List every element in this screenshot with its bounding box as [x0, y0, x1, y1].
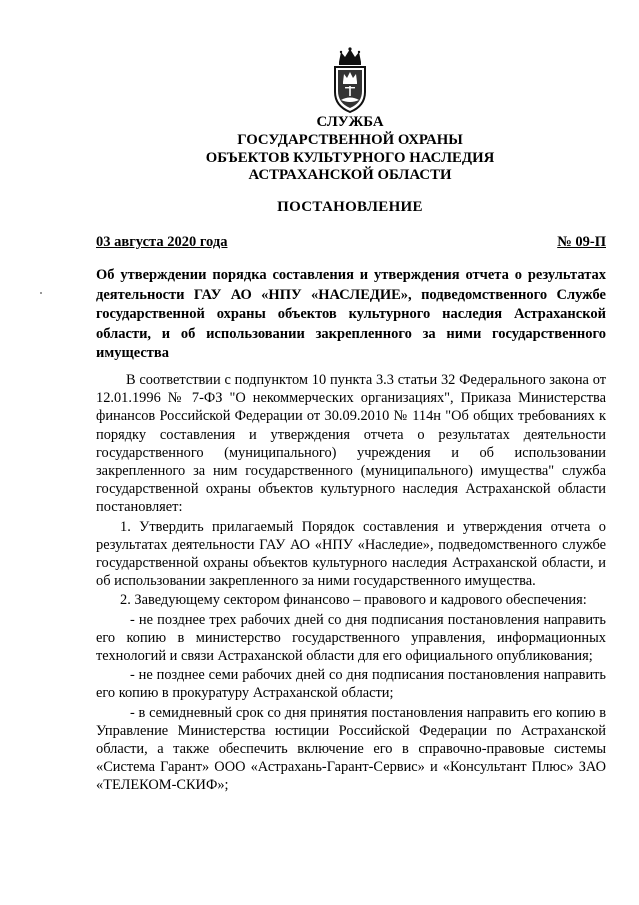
org-line: ГОСУДАРСТВЕННОЙ ОХРАНЫ: [237, 131, 463, 148]
item-1-paragraph: 1. Утвердить прилагаемый Порядок составления и утверждения отчета о результатах деятельности ГАУ АО «НПУ «Наследие», подведомственного службе государственной охраны объектов культурного наследия Астраханской области, и об использовании закрепленного за ними государственного имущества.: [96, 518, 606, 590]
org-line: СЛУЖБА: [316, 114, 384, 130]
organization-name: [80, 114, 620, 185]
subitem-3-paragraph: - в семидневный срок со дня принятия постановления направить его копию в Управление Министерства юстиции Российской Федерации по Астраханской области, а также обеспечить включение его в справочно-правовые системы «Система Гарант» ООО «Астрахань-Гарант-Сервис» и «Консультант Плюс» ЗАО «ТЕЛЕКОМ-СКИФ»;: [96, 704, 606, 794]
subitem-1-paragraph: - не позднее трех рабочих дней со дня подписания постановления направить его копию в министерство государственного управления, информационных технологий и связи Астраханской области для его официального опубликования;: [96, 611, 606, 665]
subitem-2-paragraph: - не позднее семи рабочих дней со дня подписания постановления направить его копию в прокуратуру Астраханской области;: [96, 667, 606, 702]
document-date: 03 августа 2020 года: [96, 234, 228, 250]
astrakhan-coat-of-arms-icon: [331, 46, 369, 116]
document-number: № 09-П: [557, 234, 606, 250]
org-line: АСТРАХАНСКОЙ ОБЛАСТИ: [248, 167, 452, 184]
document-type: ПОСТАНОВЛЕНИЕ: [277, 199, 423, 215]
org-line: ОБЪЕКТОВ КУЛЬТУРНОГО НАСЛЕДИЯ: [205, 149, 495, 166]
document-body: [96, 371, 606, 795]
item-2-paragraph: 2. Заведующему сектором финансово – правового и кадрового обеспечения:: [120, 592, 587, 609]
scan-artifact: [40, 292, 42, 294]
preamble-paragraph: В соответствии с подпунктом 10 пункта 3.3 статьи 32 Федерального закона от 12.01.1996 № 7-ФЗ "О некоммерческих организациях", Приказа Министерства финансов Российской Федерации от 30.09.2010 № 114н "Об общих требованиях к порядку составления и утверждения отчета о результатах деятельности государственного (муниципального) учреждения и об использовании закрепленного за ним государственного (муниципального) имущества" служба государственной охраны объектов культурного наследия Астраханской области постановляет:: [96, 372, 606, 516]
document-subject: Об утверждении порядка составления и утверждения отчета о результатах деятельности ГАУ АО «НПУ «НАСЛЕДИЕ», подведомственного Службе государственной охраны объектов культурного наследия Астраханской области, и об использовании закрепленного за ними государственного имущества: [96, 267, 606, 361]
